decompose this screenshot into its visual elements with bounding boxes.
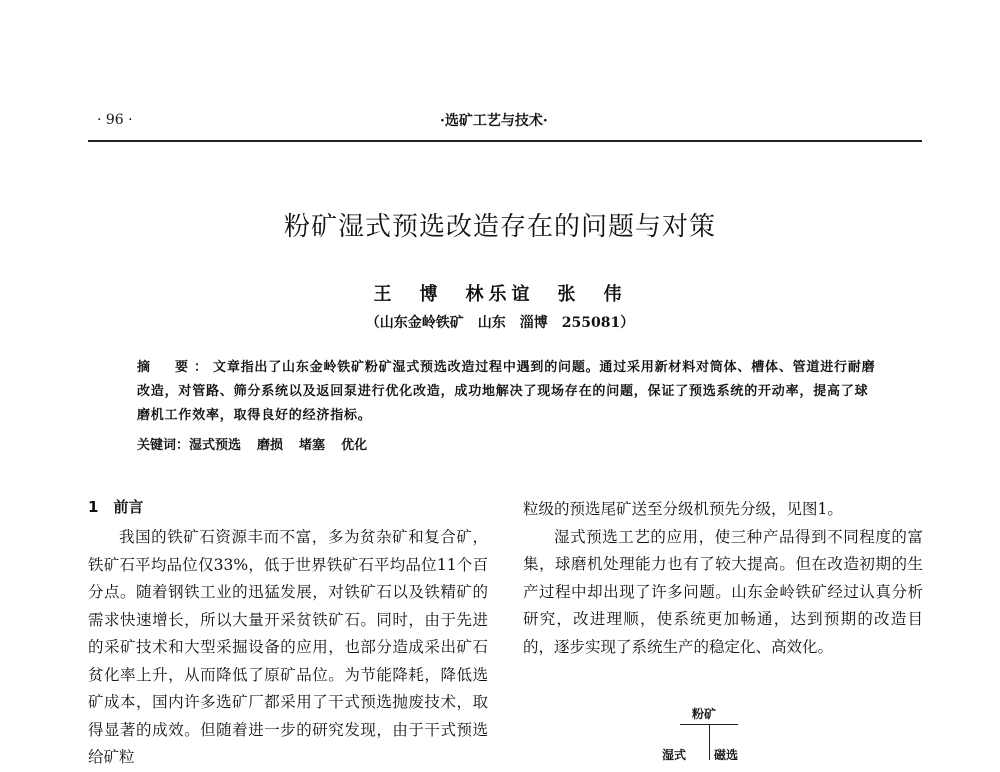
figure-label-magnetic: 磁选 [714, 748, 739, 762]
body-paragraph: 湿式预选工艺的应用，使三种产品得到不同程度的富集，球磨机处理能力也有了较大提高。但在改造初期的生产过程中却出现了许多问题。山东金岭铁矿经过认真分析研究，改进理顺，使系统更加畅通，达到预期的改造目的，逐步实现了系统生产的稳定化、高效化。 [523, 527, 923, 656]
keyword: 湿式预选 [189, 438, 242, 453]
section-heading: 1 前言 [88, 498, 144, 516]
abstract [137, 356, 879, 428]
page-number: · 96 · [97, 112, 133, 128]
abstract-text: 文章指出了山东金岭铁矿粉矿湿式预选改造过程中遇到的问题。通过采用新材料对筒体、槽体、管道进行耐磨改造，对管路、筛分系统以及返回泵进行优化改造，成功地解决了现场存在的问题，保证了预选系统的开动率，提高了球磨机工作效率，取得良好的经济指标。 [137, 360, 876, 423]
keyword: 磨损 [257, 438, 284, 453]
figure-vertical-line [709, 724, 710, 760]
header-rule [88, 140, 922, 142]
figure-label-fine-ore: 粉矿 [692, 707, 717, 721]
continued-paragraph: 粒级的预选尾矿送至分级机预先分级，见图1。 [523, 500, 843, 518]
article-title: 粉矿湿式预选改造存在的问题与对策 [283, 212, 716, 242]
keyword: 堵塞 [299, 438, 326, 453]
keyword: 优化 [341, 438, 368, 453]
right-column [523, 496, 923, 661]
abstract-label: 摘 要： [137, 360, 214, 375]
figure-label-wet: 湿式 [662, 748, 687, 762]
journal-section-header: ·选矿工艺与技术· [440, 113, 548, 129]
keywords-label: 关键词： [137, 438, 190, 453]
keywords [137, 434, 879, 453]
process-flow-figure [650, 700, 810, 760]
affiliation: （山东金岭铁矿 山东 淄博 255081） [365, 315, 635, 331]
left-column [88, 524, 488, 772]
intro-paragraph: 我国的铁矿石资源丰而不富，多为贫杂矿和复合矿，铁矿石平均品位仅33%，低于世界铁矿石平均品位11个百分点。随着钢铁工业的迅猛发展，对铁矿石以及铁精矿的需求快速增长，所以大量开采贫铁矿石。同时，由于先进的采矿技术和大型采掘设备的应用，也部分造成采出矿石贫化率上升，从而降低了原矿品位。为节能降耗，降低选矿成本，国内许多选矿厂都采用了干式预选抛废技术，取得显著的成效。但随着进一步的研究发现，由于干式预选给矿粒 [88, 528, 488, 766]
authors: 王 博 林乐谊 张 伟 [373, 284, 627, 305]
